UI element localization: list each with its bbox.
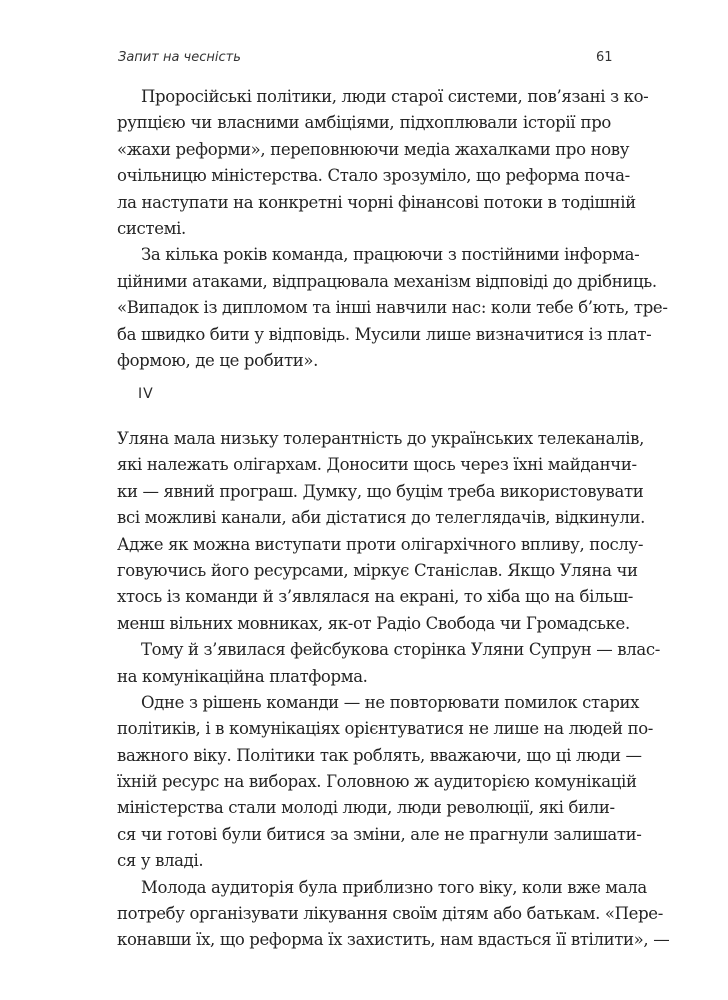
text-line: говуючись його ресурсами, міркує Станіслав. Якщо Уляна чи [117, 560, 638, 580]
text-line: на комунікаційна платформа. [117, 666, 368, 686]
text-line: ційними атаками, відпрацювала механізм відповіді до дрібниць. [117, 271, 657, 291]
text-line: Уляна мала низьку толерантність до українських телеканалів, [117, 429, 644, 448]
text-line: Тому й з’явилася фейсбукова сторінка Уляни Супрун — влас- [141, 640, 660, 660]
text-line: всі можливі канали, аби дістатися до телеглядачів, відкинули. [117, 508, 646, 528]
text-line: ся у владі. [117, 851, 204, 871]
text-line: які належать олігархам. Доносити щось через їхні майданчи- [117, 455, 637, 475]
text-line: потребу організувати лікування своїм дітям або батькам. «Пере- [117, 904, 663, 924]
text-line: рупцією чи власними амбіціями, підхоплювали історії про [117, 113, 611, 133]
text-line: Одне з рішень команди — не повторювати помилок старих [141, 692, 640, 712]
text-line: конавши їх, що реформа їх захистить, нам вдасться її втілити», — [117, 930, 670, 950]
text-block-top [117, 84, 668, 374]
text-line: «Випадок із дипломом та інші навчили нас: коли тебе б’ють, тре- [117, 298, 668, 318]
text-line: формою, де це робити». [117, 350, 319, 370]
text-line: ся чи готові були битися за зміни, але не прагнули залишати- [117, 824, 642, 844]
text-line: міністерства стали молоді люди, люди революції, які били- [117, 798, 615, 818]
text-block-bottom [117, 426, 670, 954]
text-line: ки — явний програш. Думку, що буцім треба використовувати [117, 481, 644, 501]
text-line: Молода аудиторія була приблизно того віку, коли вже мала [141, 877, 647, 897]
text-line: Адже як можна виступати проти олігархічного впливу, послу- [117, 534, 644, 554]
text-line: очільницю міністерства. Стало зрозуміло, що реформа поча- [117, 166, 630, 186]
running-head-title: Запит на чесність [118, 50, 241, 65]
text-line: хтось із команди й з’являлася на екрані, то хіба що на більш- [117, 587, 634, 607]
text-line: «жахи реформи», переповнюючи медіа жахалками про нову [117, 139, 630, 159]
text-line: За кілька років команда, працюючи з постійними інформа- [141, 245, 640, 265]
section-number: IV [138, 386, 154, 402]
page-number: 61 [596, 50, 613, 65]
text-line: ба швидко бити у відповідь. Мусили лише визначитися із плат- [117, 324, 652, 344]
text-line: менш вільних мовниках, як-от Радіо Свобода чи Громадське. [117, 613, 630, 633]
text-line: важного віку. Політики так роблять, вважаючи, що ці люди — [117, 745, 642, 765]
text-line: ла наступати на конкретні чорні фінансові потоки в тодішній [117, 192, 636, 212]
text-line: їхній ресурс на виборах. Головною ж аудиторією комунікацій [117, 772, 637, 792]
text-line: системі. [117, 218, 186, 238]
text-line: Проросійські політики, люди старої системи, пов’язані з ко- [141, 87, 649, 106]
text-line: політиків, і в комунікаціях орієнтуватися не лише на людей по- [117, 719, 654, 739]
